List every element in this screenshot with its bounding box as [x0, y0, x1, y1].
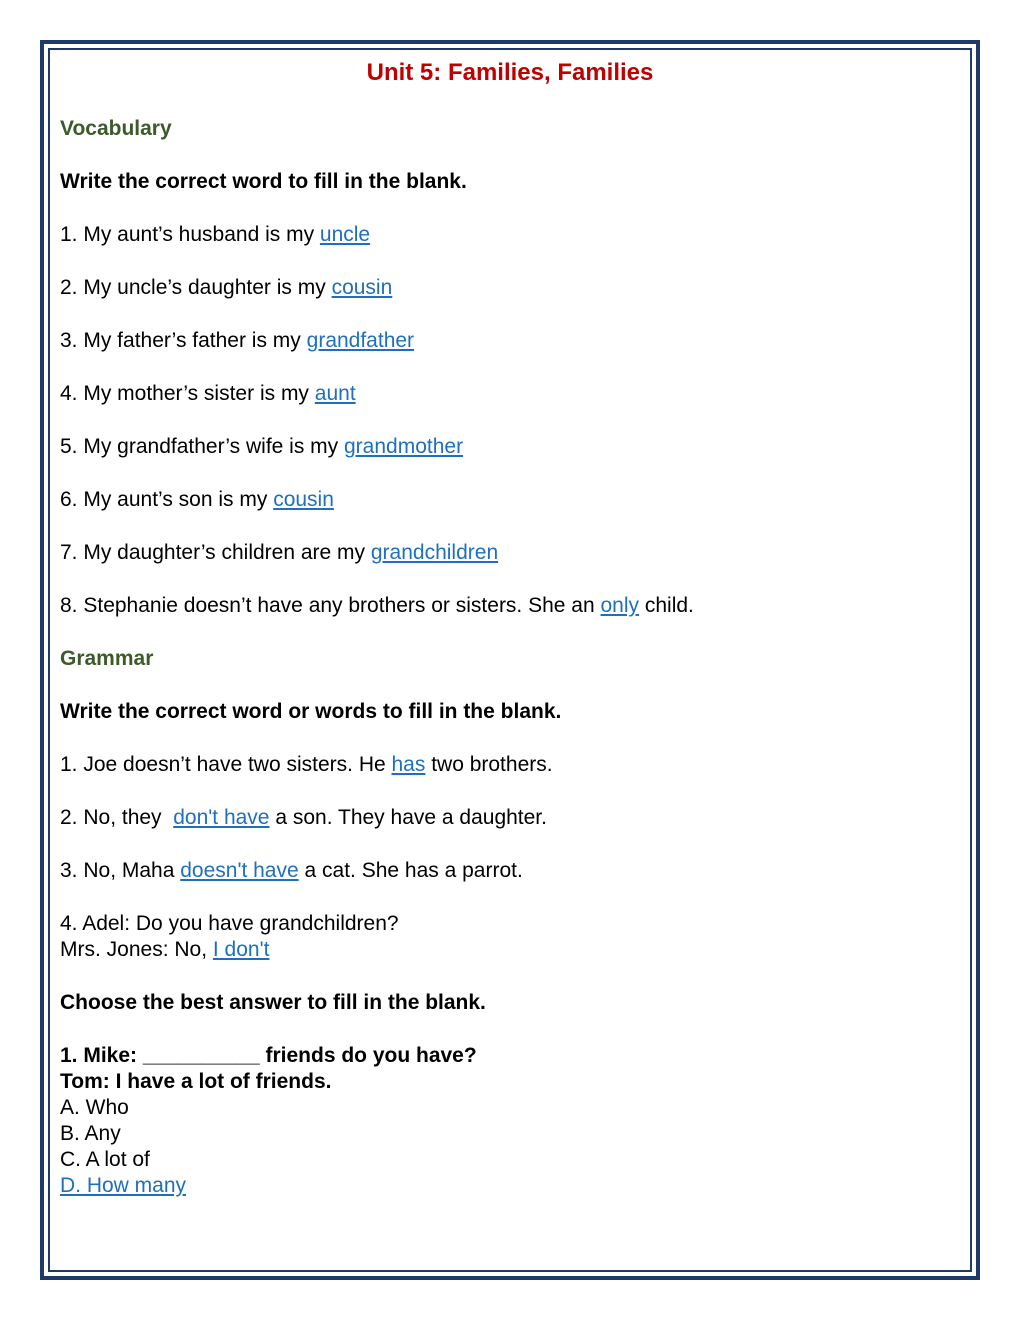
option-a: A. Who	[60, 1096, 129, 1119]
vocab-item: 6. My aunt’s son is my cousin	[60, 488, 334, 511]
answer-link[interactable]: doesn't have	[180, 859, 299, 882]
option-b: B. Any	[60, 1122, 121, 1145]
question-1-line-1: 1. Mike: __________ friends do you have?	[60, 1044, 477, 1067]
answer-link[interactable]: uncle	[319, 223, 371, 246]
grammar-item: 1. Joe doesn’t have two sisters. He has two brothers.	[60, 753, 553, 776]
answer-link[interactable]: cousin	[273, 488, 334, 511]
grammar-item: 2. No, they don't have a son. They have a daughter.	[60, 806, 547, 829]
grammar-item: 3. No, Maha doesn't have a cat. She has a parrot.	[60, 859, 523, 882]
vocab-item: 8. Stephanie doesn’t have any brothers or sisters. She an only child.	[60, 594, 694, 617]
vocab-item: 2. My uncle’s daughter is my cousin	[60, 276, 393, 299]
vocabulary-instruction: Write the correct word to fill in the blank.	[60, 170, 467, 193]
answer-link[interactable]: I don't	[212, 938, 270, 961]
vocabulary-heading: Vocabulary	[60, 117, 172, 140]
grammar-item-4-answer: Mrs. Jones: No, I don't	[60, 938, 270, 961]
option-d-answer	[60, 1173, 960, 1199]
vocab-item: 7. My daughter’s children are my grandchildren	[60, 541, 499, 564]
question-1-line-2: Tom: I have a lot of friends.	[60, 1070, 332, 1093]
vocab-item: 1. My aunt’s husband is my uncle	[60, 223, 371, 246]
answer-link[interactable]: cousin	[331, 276, 393, 299]
grammar-instruction: Write the correct word or words to fill in the blank.	[60, 700, 562, 723]
answer-link[interactable]: grandchildren	[370, 541, 499, 564]
answer-link[interactable]: grandfather	[306, 329, 415, 352]
vocab-item: 4. My mother’s sister is my aunt	[60, 382, 356, 405]
answer-link[interactable]: has	[391, 753, 426, 776]
page-title: Unit 5: Families, Families	[366, 59, 654, 86]
option-c: C. A lot of	[60, 1148, 150, 1171]
answer-link[interactable]: only	[600, 594, 640, 617]
answer-link[interactable]: grandmother	[344, 435, 464, 458]
answer-link[interactable]: D. How many	[60, 1174, 187, 1197]
vocab-item: 3. My father’s father is my grandfather	[60, 329, 415, 352]
grammar-list	[60, 725, 960, 963]
grammar-item-4-question: 4. Adel: Do you have grandchildren?	[60, 912, 399, 935]
grammar-heading: Grammar	[60, 647, 154, 670]
worksheet	[60, 58, 960, 1199]
answer-link[interactable]: aunt	[314, 382, 356, 405]
choose-instruction: Choose the best answer to fill in the blank.	[60, 991, 486, 1014]
vocabulary-list	[60, 195, 960, 619]
vocab-item: 5. My grandfather’s wife is my grandmother	[60, 435, 464, 458]
answer-link[interactable]: don't have	[173, 806, 270, 829]
